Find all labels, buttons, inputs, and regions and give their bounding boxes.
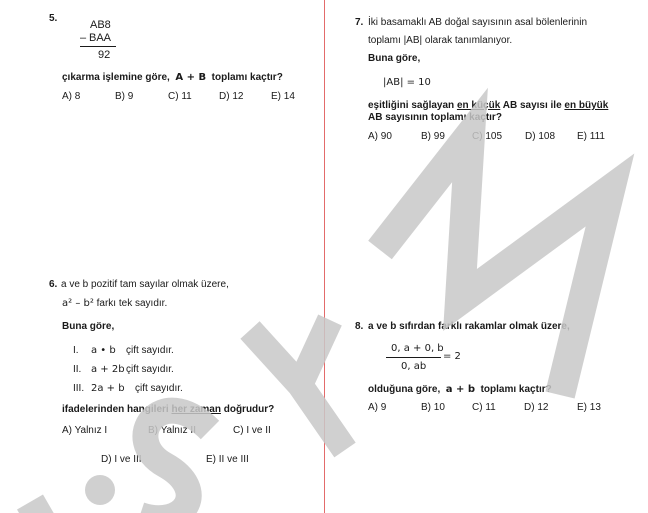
question-text-b: doğrudur? bbox=[223, 404, 275, 415]
question-text bbox=[62, 72, 283, 83]
fraction-numerator: 0, a + 0, b bbox=[391, 343, 444, 354]
equation: |AB| = 10 bbox=[383, 77, 431, 88]
question-text bbox=[62, 404, 274, 415]
minus-sign: – bbox=[80, 32, 87, 44]
subtraction-top: AB8 bbox=[90, 19, 111, 31]
question-text-line-1 bbox=[368, 100, 608, 111]
intro-text: a ve b sıfırdan farklı rakamlar olmak üzere, bbox=[368, 321, 570, 332]
option-e[interactable]: E) 111 bbox=[577, 131, 605, 142]
question-number: 5. bbox=[49, 13, 58, 24]
condition-expr: a² – b² bbox=[62, 298, 94, 309]
option-e[interactable]: E) II ve III bbox=[206, 454, 249, 465]
subtraction-result: 92 bbox=[98, 49, 111, 61]
option-c[interactable]: C) I ve II bbox=[233, 425, 271, 436]
option-c[interactable]: C) 11 bbox=[168, 91, 192, 102]
option-a[interactable]: A) 8 bbox=[62, 91, 81, 102]
option-b[interactable]: B) 99 bbox=[421, 131, 445, 142]
question-expr: a + b bbox=[445, 384, 476, 395]
definition-line-1: İki basamaklı AB doğal sayısının asal bölenlerinin bbox=[368, 17, 588, 28]
statement-2-roman: II. bbox=[73, 364, 82, 375]
statement-3-expr: 2a + b bbox=[91, 383, 125, 394]
option-a[interactable]: A) 90 bbox=[368, 131, 392, 142]
condition-line bbox=[62, 298, 167, 309]
question-number: 7. bbox=[355, 17, 364, 28]
definition-line-2: toplamı |AB| olarak tanımlanıyor. bbox=[368, 35, 513, 46]
buna-gore-label: Buna göre, bbox=[368, 53, 421, 64]
statement-3-roman: III. bbox=[73, 383, 85, 394]
option-b[interactable]: B) Yalnız II bbox=[148, 425, 196, 436]
question-text-a: ifadelerinden hangileri bbox=[62, 404, 169, 415]
option-c[interactable]: C) 105 bbox=[472, 131, 503, 142]
statement-2-expr: a + 2b bbox=[91, 364, 125, 375]
subtraction-bottom: BAA bbox=[89, 32, 112, 44]
question-text bbox=[368, 384, 552, 395]
question-text-a: çıkarma işlemine göre, bbox=[62, 72, 170, 83]
statement-2-text: çift sayıdır. bbox=[126, 364, 174, 375]
option-e[interactable]: E) 13 bbox=[577, 402, 601, 413]
option-b[interactable]: B) 9 bbox=[115, 91, 134, 102]
underlined-largest: en büyük bbox=[564, 100, 609, 111]
question-expr: A + B bbox=[175, 72, 207, 83]
question-text-line-2: AB sayısının toplamı kaçtır? bbox=[368, 112, 502, 123]
statement-1-roman: I. bbox=[73, 345, 79, 356]
condition-text: farkı tek sayıdır. bbox=[96, 298, 168, 309]
statement-3-text: çift sayıdır. bbox=[135, 383, 183, 394]
question-text-a: olduğuna göre, bbox=[368, 384, 441, 395]
underlined-smallest: en küçük bbox=[456, 100, 501, 111]
option-d[interactable]: D) 12 bbox=[524, 402, 549, 413]
statement-1-expr: a • b bbox=[91, 345, 116, 356]
option-b[interactable]: B) 10 bbox=[421, 402, 445, 413]
question-text-b: AB sayısı ile bbox=[502, 100, 562, 111]
column-divider bbox=[324, 0, 325, 513]
subtraction-line bbox=[80, 46, 116, 47]
fraction-bar bbox=[386, 357, 441, 358]
fraction-denominator: 0, ab bbox=[401, 361, 427, 372]
question-underlined: her zaman bbox=[171, 404, 221, 415]
option-d[interactable]: D) I ve III bbox=[101, 454, 142, 465]
question-number: 8. bbox=[355, 321, 364, 332]
option-a[interactable]: A) 9 bbox=[368, 402, 387, 413]
option-e[interactable]: E) 14 bbox=[271, 91, 295, 102]
question-text-b: toplamı kaçtır? bbox=[480, 384, 552, 395]
option-a[interactable]: A) Yalnız I bbox=[62, 425, 108, 436]
intro-text: a ve b pozitif tam sayılar olmak üzere, bbox=[61, 279, 229, 290]
buna-gore-label: Buna göre, bbox=[62, 321, 115, 332]
option-d[interactable]: D) 108 bbox=[525, 131, 556, 142]
statement-1-text: çift sayıdır. bbox=[126, 345, 174, 356]
question-number: 6. bbox=[49, 279, 58, 290]
question-text-b: toplamı kaçtır? bbox=[211, 72, 283, 83]
question-text-a: eşitliğini sağlayan bbox=[368, 100, 455, 111]
option-d[interactable]: D) 12 bbox=[219, 91, 244, 102]
option-c[interactable]: C) 11 bbox=[472, 402, 496, 413]
fraction-equals: = 2 bbox=[443, 351, 461, 362]
